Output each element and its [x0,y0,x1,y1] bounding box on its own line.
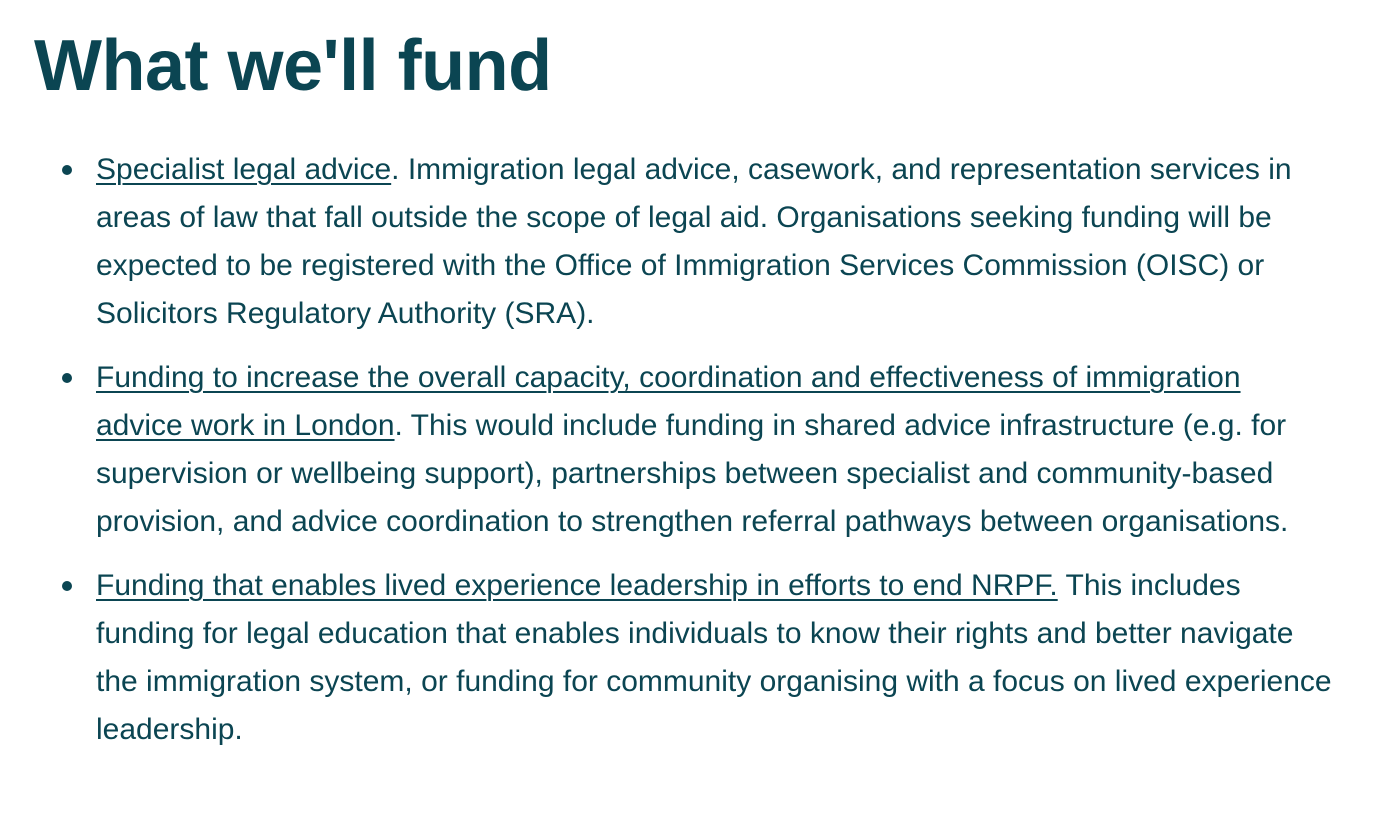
bullet-icon [62,373,72,383]
list-item-text: This includes funding for legal education that enables individuals to know their rights and better navigate the immigration system, or funding for community organising with a focus on lived experience leadership. [96,569,1332,746]
bullet-icon [62,165,72,175]
specialist-legal-advice-link[interactable]: Specialist legal advice [96,153,392,186]
list-item [34,562,1334,754]
funding-list [34,146,1332,754]
lived-experience-funding-link[interactable]: Funding that enables lived experience leadership in efforts to end NRPF. [96,569,1058,602]
bullet-icon [62,581,72,591]
list-item-text: . Immigration legal advice, casework, and representation services in areas of law that fall outside the scope of legal aid. Organisations seeking funding will be expected to be registered with the Office of Immigration Services Commission (OISC) or Solicitors Regulatory Authority (SRA). [96,153,1292,330]
page-title: What we'll fund [34,26,552,106]
capacity-funding-link[interactable]: Funding to increase the overall capacity, coordination and effectiveness of immigration advice work in London [96,361,1241,442]
list-item-text: . This would include funding in shared advice infrastructure (e.g. for supervision or wellbeing support), partnerships between specialist and community-based provision, and advice coordination to strengthen referral pathways between organisations. [96,409,1289,538]
list-item [34,146,1334,338]
list-item [34,354,1334,546]
